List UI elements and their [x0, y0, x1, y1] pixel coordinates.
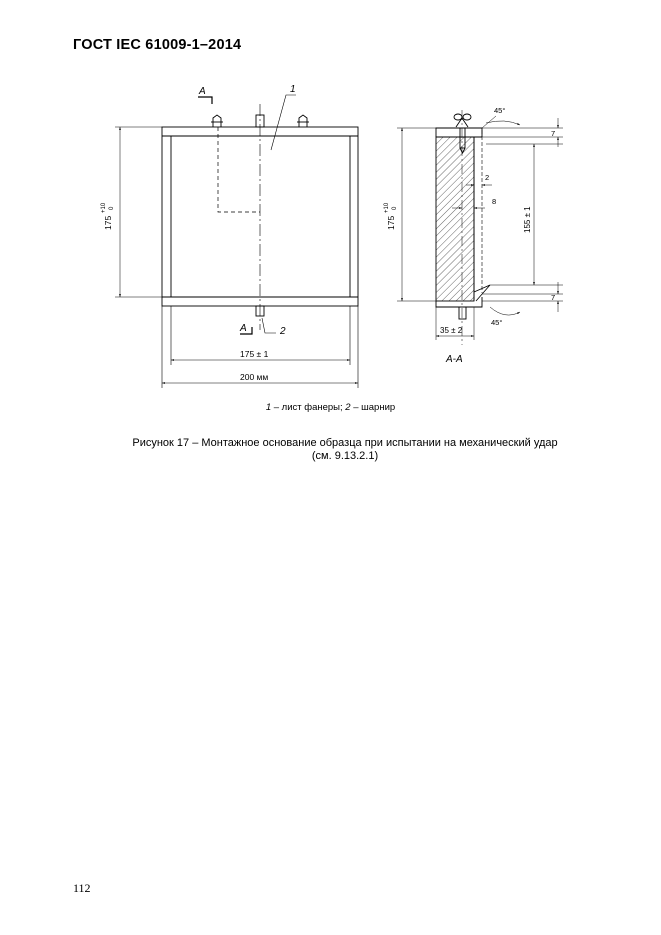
dim-thickness: 8 [492, 197, 497, 206]
front-dim-height: 175 [103, 215, 113, 230]
dim-inner-height: 155 ± 1 [523, 206, 532, 233]
legend-item1-text: – лист фанеры; [271, 402, 346, 413]
legend-item1-num: 1 [265, 402, 272, 413]
angle-bottom: 45° [491, 318, 503, 327]
dim-top-edge: 7 [551, 129, 556, 138]
board-hatched [436, 137, 474, 301]
section-view [397, 110, 563, 345]
figure-legend [0, 402, 661, 413]
front-dim-height-tol-upper: +10 [101, 202, 107, 213]
callout-hinge: 2 [280, 326, 286, 337]
section-label: А-А [446, 354, 463, 365]
front-dim-height-tol-lower: 0 [109, 206, 115, 210]
page-number: 112 [73, 881, 91, 895]
document-header: ГОСТ IEC 61009-1–2014 [73, 37, 242, 53]
figure-caption [95, 437, 595, 463]
section-dim-height: 175 [386, 215, 396, 230]
caption-line1: Рисунок 17 – Монтажное основание образца при испытании на механический удар [132, 437, 558, 449]
dim-gap: 2 [485, 173, 490, 182]
callout-sheet: 1 [290, 84, 296, 95]
dim-outer-width: 200 мм [240, 372, 269, 382]
section-hinge [459, 307, 466, 319]
legend-item2-num: 2 [345, 402, 351, 413]
dim-inner-width: 175 ± 1 [240, 349, 269, 359]
legend-item2-text: – шарнир [350, 402, 396, 413]
wing-screw-icon-left [211, 115, 223, 127]
dim-bottom-edge: 7 [551, 293, 556, 302]
section-mark-bottom: A [240, 323, 247, 334]
front-view [115, 95, 358, 388]
section-dim-height-tol-upper: +10 [384, 202, 390, 213]
section-mark-top: A [199, 86, 206, 97]
wing-screw-icon-right [297, 115, 309, 127]
caption-line2: (см. 9.13.2.1) [311, 450, 379, 462]
angle-top: 45° [494, 106, 506, 115]
dim-depth: 35 ± 2 [440, 326, 463, 335]
figure-17-drawing [0, 0, 661, 400]
section-dim-height-tol-lower: 0 [392, 206, 398, 210]
